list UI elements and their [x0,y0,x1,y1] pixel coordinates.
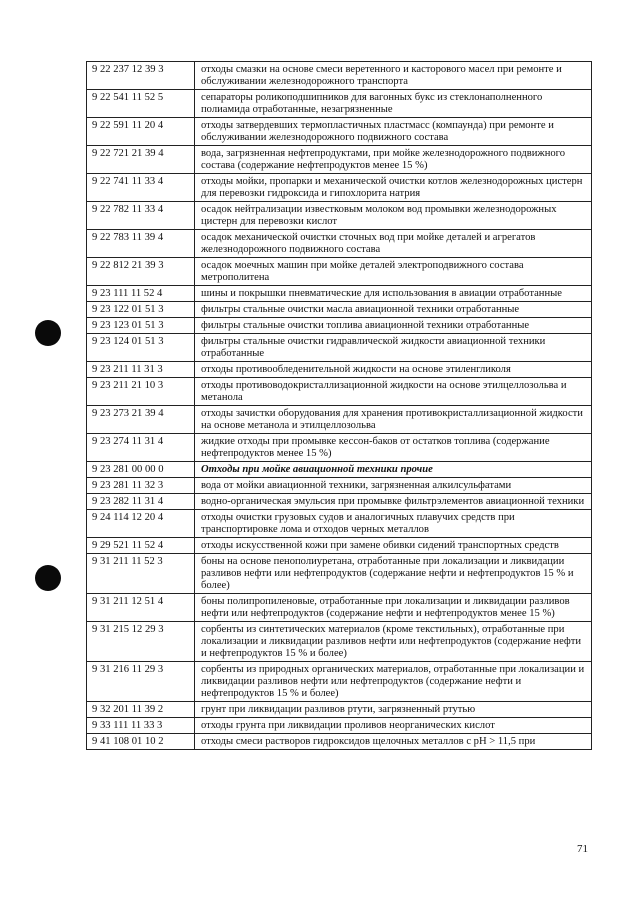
waste-code: 9 41 108 01 10 2 [87,734,195,750]
waste-description: водно-органическая эмульсия при промывке фильтрэлементов авиационной техники [195,494,592,510]
waste-code: 9 22 741 11 33 4 [87,174,195,202]
section-header-row [87,462,592,478]
table-row [87,302,592,318]
table-row [87,362,592,378]
table-row [87,594,592,622]
waste-code: 9 22 721 21 39 4 [87,146,195,174]
waste-description: вода, загрязненная нефтепродуктами, при мойке железнодорожного подвижного состава (содержание нефтепродуктов менее 15 %) [195,146,592,174]
waste-description: отходы противоводокристаллизационной жидкости на основе этилцеллозольва и метанола [195,378,592,406]
table-row [87,334,592,362]
waste-description: отходы смеси растворов гидроксидов щелочных металлов с pH > 11,5 при [195,734,592,750]
waste-description: осадок моечных машин при мойке деталей электроподвижного состава метрополитена [195,258,592,286]
waste-description: грунт при ликвидации разливов ртути, загрязненный ртутью [195,702,592,718]
waste-code: 9 23 211 21 10 3 [87,378,195,406]
waste-code: 9 22 812 21 39 3 [87,258,195,286]
waste-code: 9 23 111 11 52 4 [87,286,195,302]
table-row [87,146,592,174]
waste-description: фильтры стальные очистки топлива авиационной техники отработанные [195,318,592,334]
waste-code: 9 24 114 12 20 4 [87,510,195,538]
waste-description: отходы очистки грузовых судов и аналогичных плавучих средств при транспортировке лома и отходов черных металлов [195,510,592,538]
table-row [87,286,592,302]
table-row [87,622,592,662]
waste-code: 9 22 783 11 39 4 [87,230,195,258]
table-row [87,258,592,286]
waste-description: отходы затвердевших термопластичных пластмасс (компаунда) при ремонте и обслуживании железнодорожного подвижного состава [195,118,592,146]
waste-description: отходы искусственной кожи при замене обивки сидений транспортных средств [195,538,592,554]
waste-code: 9 23 122 01 51 3 [87,302,195,318]
table-row [87,174,592,202]
waste-description: вода от мойки авиационной техники, загрязненная алкилсульфатами [195,478,592,494]
waste-description: отходы смазки на основе смеси веретенного и касторового масел при ремонте и обслуживании железнодорожного транспорта [195,62,592,90]
table-row [87,494,592,510]
waste-code: 9 22 541 11 52 5 [87,90,195,118]
waste-description: шины и покрышки пневматические для использования в авиации отработанные [195,286,592,302]
table-row [87,202,592,230]
table-row [87,554,592,594]
waste-code: 9 22 237 12 39 3 [87,62,195,90]
table-row [87,478,592,494]
waste-description: отходы зачистки оборудования для хранения противокристаллизационной жидкости на основе метанола и этилцеллозольва [195,406,592,434]
waste-code: 9 23 124 01 51 3 [87,334,195,362]
table-row [87,118,592,146]
table-row [87,510,592,538]
table-row [87,702,592,718]
waste-code: 9 32 201 11 39 2 [87,702,195,718]
page-number: 71 [577,843,588,855]
table-row [87,734,592,750]
table-row [87,434,592,462]
table-row [87,230,592,258]
waste-code: 9 23 211 11 31 3 [87,362,195,378]
waste-description: сорбенты из синтетических материалов (кроме текстильных), отработанные при локализации и ликвидации разливов нефти или нефтепродуктов (содержание нефти и нефтепродуктов 15 % и более) [195,622,592,662]
waste-description: жидкие отходы при промывке кессон-баков от остатков топлива (содержание нефтепродуктов менее 15 %) [195,434,592,462]
table-row [87,406,592,434]
waste-code: 9 31 216 11 29 3 [87,662,195,702]
waste-code: 9 23 281 00 00 0 [87,462,195,478]
table-row [87,90,592,118]
waste-description: фильтры стальные очистки гидравлической жидкости авиационной техники отработанные [195,334,592,362]
waste-code: 9 22 782 11 33 4 [87,202,195,230]
waste-description: сорбенты из природных органических материалов, отработанные при локализации и ликвидации разливов нефти или нефтепродуктов (содержание нефти и нефтепродуктов 15 % и более) [195,662,592,702]
punch-hole [35,565,61,591]
waste-description: осадок механической очистки сточных вод при мойке деталей и агрегатов железнодорожного подвижного состава [195,230,592,258]
waste-code: 9 31 215 12 29 3 [87,622,195,662]
waste-code: 9 23 282 11 31 4 [87,494,195,510]
waste-code: 9 22 591 11 20 4 [87,118,195,146]
waste-classification-table [86,61,592,750]
waste-description: сепараторы роликоподшипников для вагонных букс из стеклонаполненного полиамида отработанные, незагрязненные [195,90,592,118]
table-row [87,718,592,734]
waste-code: 9 33 111 11 33 3 [87,718,195,734]
waste-description: отходы грунта при ликвидации проливов неорганических кислот [195,718,592,734]
table-body [87,62,592,750]
table-row [87,62,592,90]
waste-code: 9 23 273 21 39 4 [87,406,195,434]
waste-description: осадок нейтрализации известковым молоком вод промывки железнодорожных цистерн для перевозки кислот [195,202,592,230]
waste-description: фильтры стальные очистки масла авиационной техники отработанные [195,302,592,318]
waste-code: 9 31 211 11 52 3 [87,554,195,594]
waste-code: 9 31 211 12 51 4 [87,594,195,622]
waste-description: отходы противообледенительной жидкости на основе этиленгликоля [195,362,592,378]
waste-code: 9 29 521 11 52 4 [87,538,195,554]
table-row [87,318,592,334]
table-row [87,662,592,702]
waste-code: 9 23 274 11 31 4 [87,434,195,462]
table-row [87,538,592,554]
section-title: Отходы при мойке авиационной техники прочие [195,462,592,478]
waste-description: отходы мойки, пропарки и механической очистки котлов железнодорожных цистерн для перевозки гидроксида и гипохлорита натрия [195,174,592,202]
waste-description: боны полипропиленовые, отработанные при локализации и ликвидации разливов нефти или нефтепродуктов (содержание нефти и нефтепродуктов менее 15 %) [195,594,592,622]
waste-description: боны на основе пенополиуретана, отработанные при локализации и ликвидации разливов нефти или нефтепродуктов (содержание нефти и нефтепродуктов 15 % и более) [195,554,592,594]
waste-code: 9 23 281 11 32 3 [87,478,195,494]
table-row [87,378,592,406]
waste-code: 9 23 123 01 51 3 [87,318,195,334]
punch-hole [35,320,61,346]
